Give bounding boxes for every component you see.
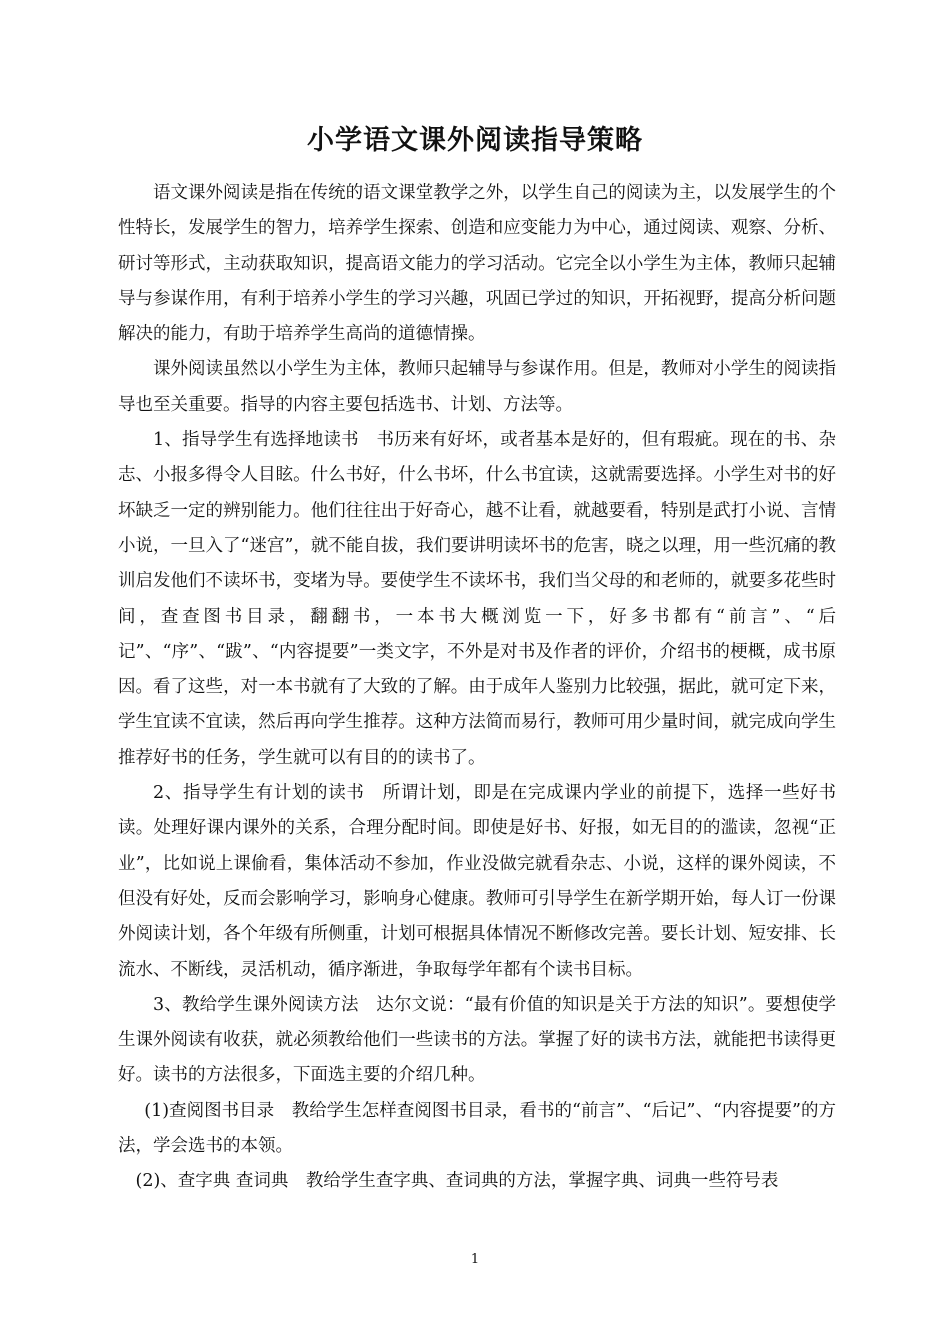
paragraph-intro: 语文课外阅读是指在传统的语文课堂教学之外，以学生自己的阅读为主，以发展学生的个性特长，发展学生的智力，培养学生探索、创造和应变能力为中心，通过阅读、观察、分析、研讨等形式，主动获取知识，提高语文能力的学习活动。它完全以小学生为主体，教师只起辅导与参谋作用，有利于培养小学生的学习兴趣，巩固已学过的知识，开拓视野，提高分析问题解决的能力，有助于培养学生高尚的道德情操。 — [118, 183, 836, 345]
document-title: 小学语文课外阅读指导策略 — [307, 125, 643, 156]
paragraph-section-2: 2、指导学生有计划的读书 所谓计划，即是在完成课内学业的前提下，选择一些好书读。处理好课内课外的关系，合理分配时间。即使是好书、好报，如无目的的滥读，忽视“正业”，比如说上课偷看，集体活动不参加，作业没做完就看杂志、小说，这样的课外阅读，不但没有好处，反而会影响学习，影响身心健康。教师可引导学生在新学期开始，每人订一份课外阅读计划，各个年级有所侧重，计划可根据具体情况不断修改完善。要长计划、短安排、长流水、不断线，灵活机动，循序渐进，争取每学年都有个读书目标。 — [118, 783, 836, 980]
document-body — [118, 176, 836, 1200]
paragraph-section-1: 1、指导学生有选择地读书 书历来有好坏，或者基本是好的，但有瑕疵。现在的书、杂志、小报多得令人目眩。什么书好，什么书坏，什么书宜读，这就需要选择。小学生对书的好坏缺乏一定的辨别能力。他们往往出于好奇心，越不让看，就越要看，特别是武打小说、言情小说，一旦入了“迷宫”，就不能自拔，我们要讲明读坏书的危害，晓之以理，用一些沉痛的教训启发他们不读坏书，变堵为导。要使学生不读坏书，我们当父母的和老师的，就要多花些时间，查查图书目录，翻翻书，一本书大概浏览一下，好多书都有“前言”、“后记”、“序”、“跋”、“内容提要”一类文字，不外是对书及作者的评价，介绍书的梗概，成书原因。看了这些，对一本书就有了大致的了解。由于成年人鉴别力比较强，据此，就可定下来，学生宜读不宜读，然后再向学生推荐。这种方法简而易行，教师可用少量时间，就完成向学生推荐好书的任务，学生就可以有目的的读书了。 — [118, 430, 836, 768]
paragraph-subsection-1: (1)查阅图书目录 教给学生怎样查阅图书目录，看书的“前言”、“后记”、“内容提要”的方法，学会选书的本领。 — [118, 1100, 836, 1157]
page-number: 1 — [470, 1252, 480, 1267]
paragraph-subsection-2: (2)、查字典 查词典 教给学生查字典、查词典的方法，掌握字典、词典一些符号表 — [135, 1171, 779, 1192]
paragraph-section-3: 3、教给学生课外阅读方法 达尔文说：“最有价值的知识是关于方法的知识”。要想使学生课外阅读有收获，就必须教给他们一些读书的方法。掌握了好的读书方法，就能把书读得更好。读书的方法很多，下面选主要的介绍几种。 — [118, 994, 836, 1086]
paragraph-guidance: 课外阅读虽然以小学生为主体，教师只起辅导与参谋作用。但是，教师对小学生的阅读指导也至关重要。指导的内容主要包括选书、计划、方法等。 — [118, 359, 836, 415]
